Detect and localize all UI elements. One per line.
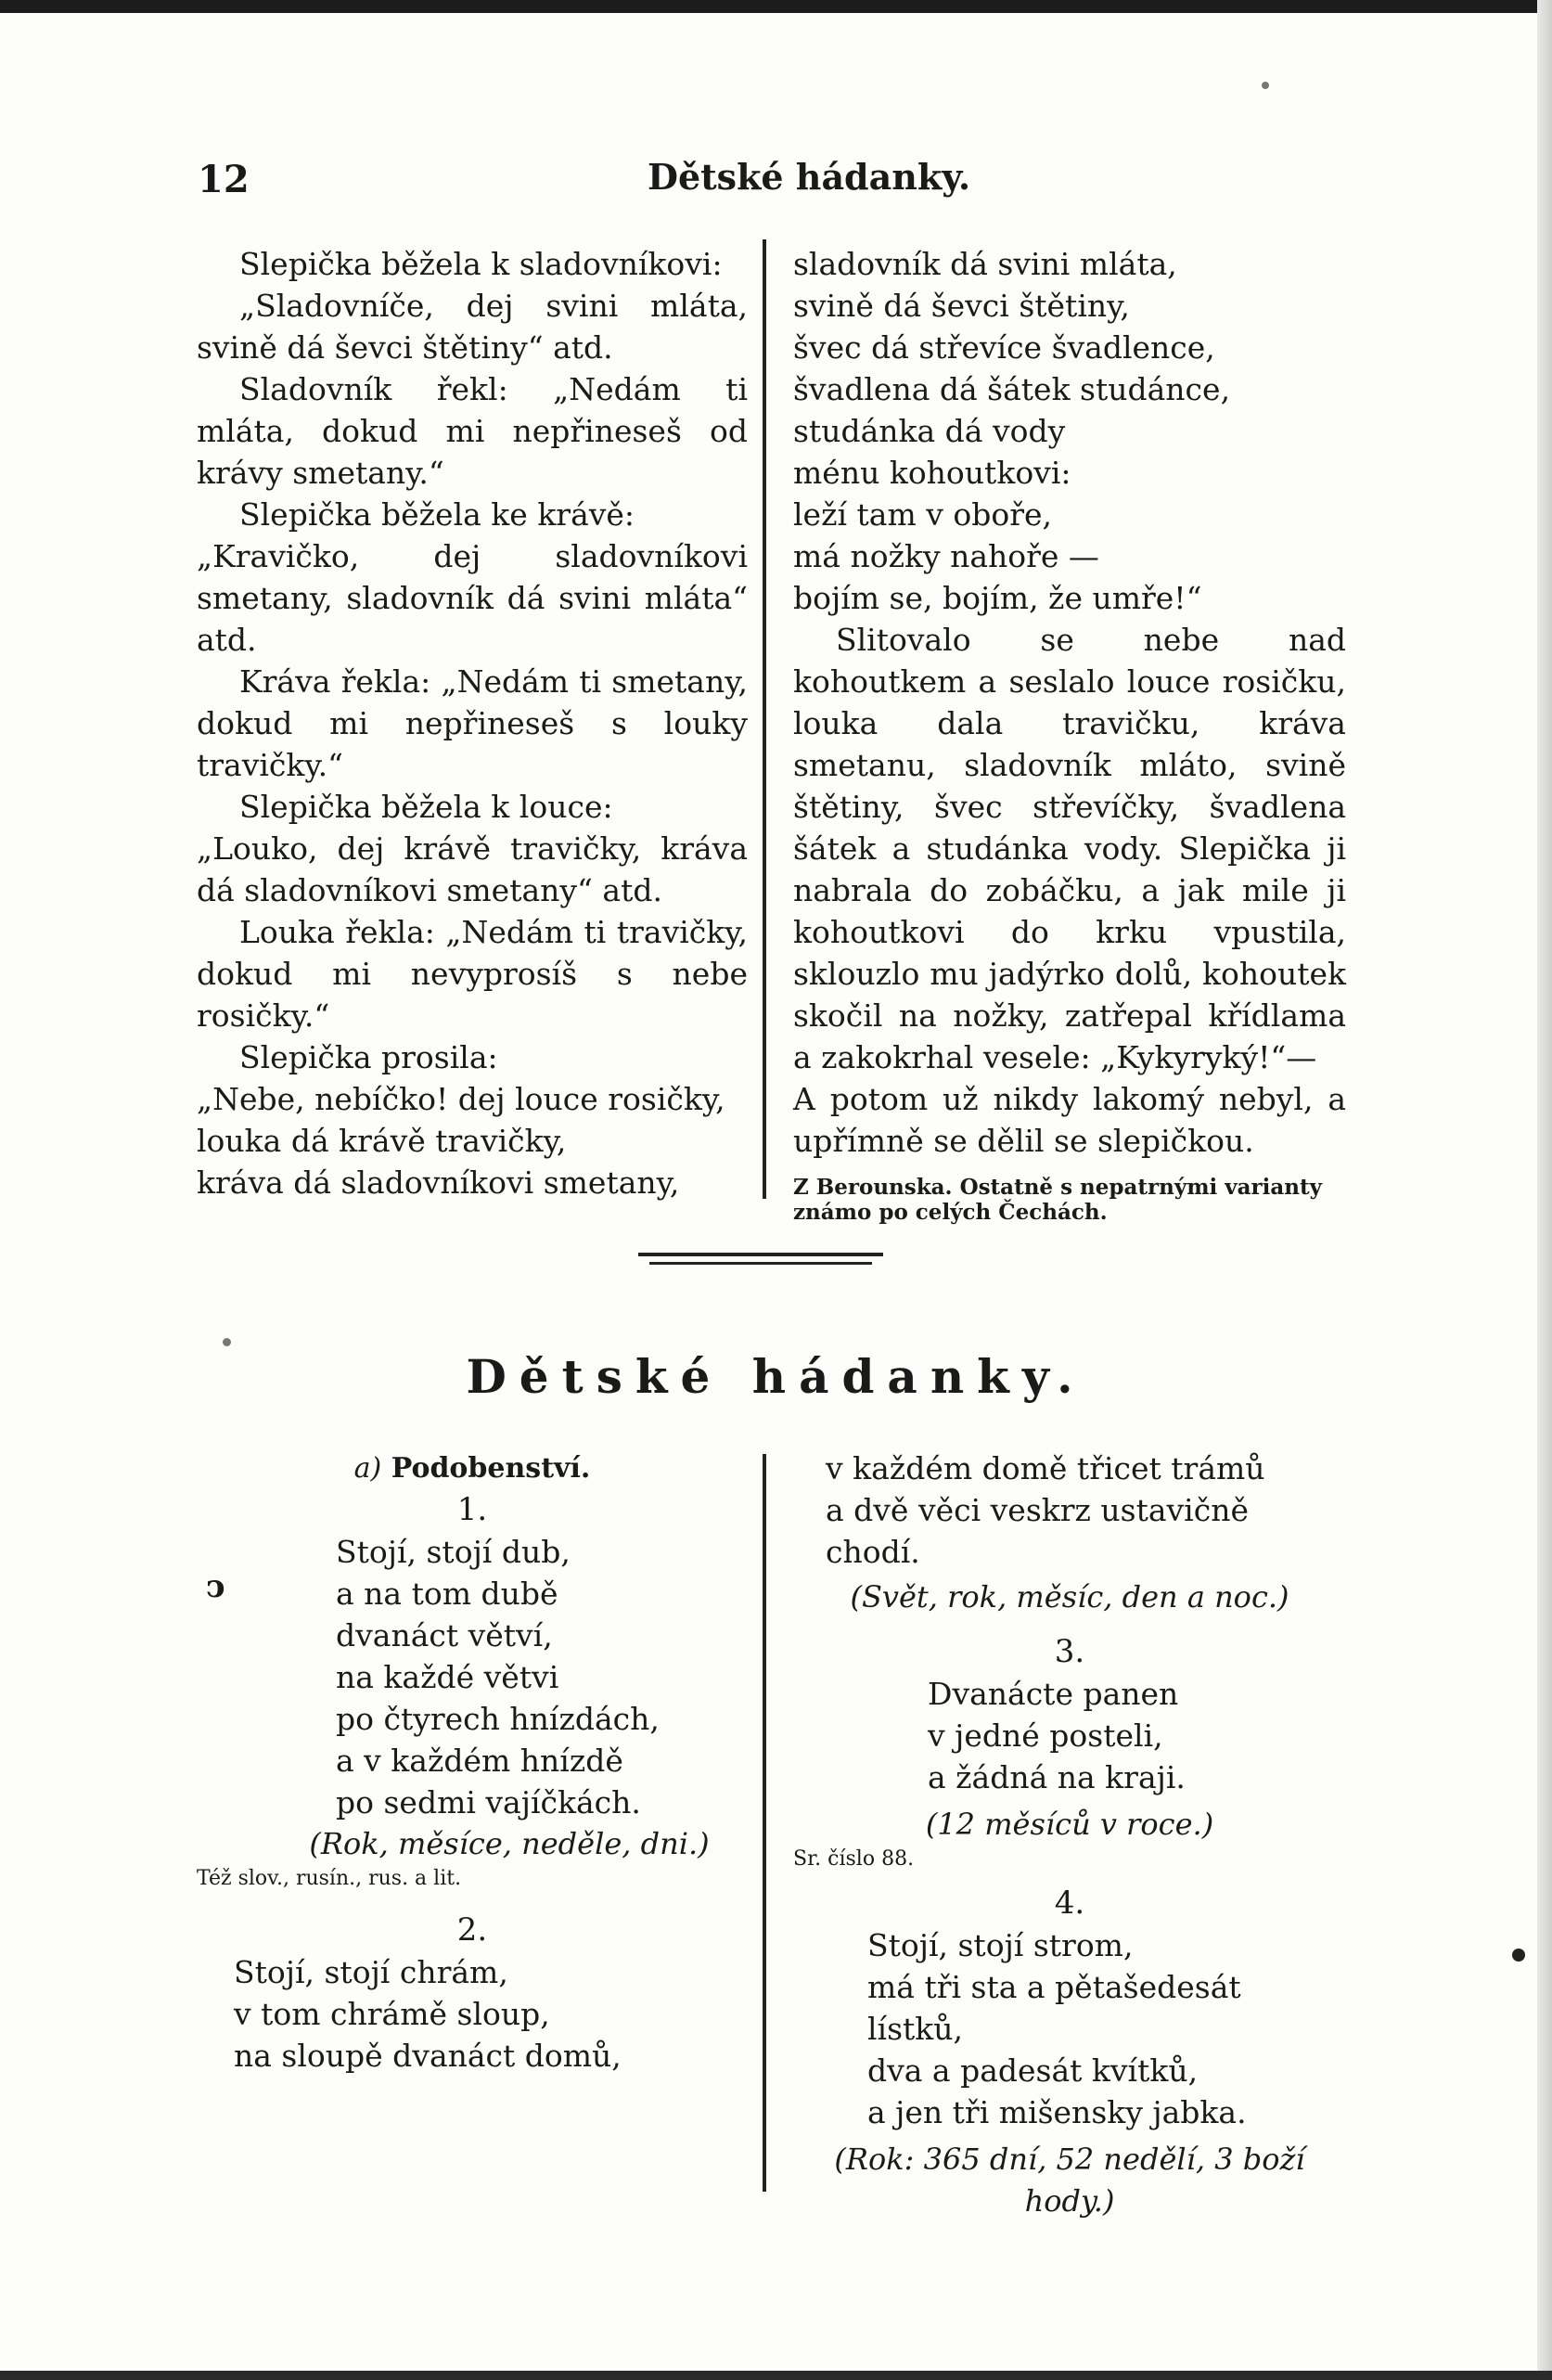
scan-speck [1512,1949,1525,1962]
riddle-line: po čtyrech hnízdách, [336,1701,660,1737]
riddle-line: dva a padesát kvítků, [867,2052,1199,2089]
story-line: louka dá krávě travičky, [197,1123,567,1159]
subheading [197,1447,748,1489]
page-number: 12 [198,158,250,201]
riddle-line: má tři sta a pětašedesát lístků, [867,1969,1241,2047]
scan-speck [223,1338,231,1346]
riddle-number: 2. [456,1911,488,1949]
riddle-2-continued [826,1447,1346,1573]
story-line: „Sladovníče, dej svini mláta, svině dá ševci štětiny“ atd. [197,288,748,366]
verse-line: leží tam v oboře, [793,496,1053,533]
riddle-line: a jen tři mišensky jabka. [867,2094,1247,2130]
riddle-2 [234,1951,748,2077]
story-paragraph: A potom už nikdy lakomý nebyl, a upřímně se dělil se slepičkou. [793,1081,1346,1159]
riddle-line: v tom chrámě sloup, [234,1996,550,2032]
section-separator [638,1253,883,1256]
riddle-number: 1. [456,1491,488,1528]
story-line: Kráva řekla: „Nedám ti smetany, dokud mi nepřineseš s louky travičky.“ [197,663,748,783]
riddle-line: Stojí, stojí chrám, [234,1954,508,1990]
riddle-number: 3. [1054,1633,1085,1670]
riddle-line: v jedné posteli, [928,1717,1163,1754]
riddle-line: a dvě věci veskrz ustavičně chodí. [826,1492,1249,1570]
riddle-line: v každém domě třicet trámů [826,1450,1265,1486]
section-separator [649,1262,872,1265]
running-title: Dětské hádanky. [648,156,971,198]
scan-edge-right [1537,0,1552,2380]
verse-line: svině dá ševci štětiny, [793,288,1130,324]
story-paragraph: Slitovalo se nebe nad kohoutkem a seslalo louce rosičku, louka dala travičku, kráva smetanu, sladovník mláto, svině štětiny, švec střevíčky, švadlena šátek a studánka vody. Slepička ji nabrala do zobáčku, a jak mile ji kohoutkovi do krku vpustila, sklouzlo mu jadýrko dolů, kohoutek skočil na nožky, zatřepal křídlama a zakokrhal vesele: „Kykyryký!“— [793,622,1346,1075]
scan-edge-top [0,0,1552,13]
subheading-text: Podobenství. [391,1452,591,1485]
column-divider [763,1454,766,2192]
section-title: Dětské hádanky. [466,1349,1086,1404]
story-line: Louka řekla: „Nedám ti travičky, dokud mi nevyprosíš s nebe rosičky.“ [197,914,748,1034]
story-line: „Louko, dej krávě travičky, kráva dá sladovníkovi smetany“ atd. [197,830,748,908]
riddle-answer: (Rok, měsíce, neděle, dni.) [309,1826,710,1861]
verse-line: bojím se, bojím, že umře!“ [793,580,1202,616]
riddle-3 [928,1673,1346,1798]
riddle-reference: Sr. číslo 88. [793,1847,915,1871]
riddle-line: dvanáct větví, [336,1617,553,1653]
riddle-number: 4. [1054,1885,1085,1922]
story-left-column [197,243,748,1203]
verse-line: studánka dá vody [793,413,1066,449]
riddle-line: a v každém hnízdě [336,1743,623,1779]
riddle-reference: Též slov., rusín., rus. a lit. [197,1867,462,1890]
riddle-answer: (12 měsíců v roce.) [925,1807,1214,1842]
scan-speck [1262,82,1269,89]
story-line: Slepička běžela k sladovníkovi: [239,246,723,282]
riddle-line: a na tom dubě [336,1576,558,1612]
riddle-4 [867,1924,1346,2133]
story-line: Sladovník řekl: „Nedám ti mláta, dokud mi nepřineseš od krávy smetany.“ [197,371,748,491]
riddle-1 [336,1531,748,1823]
riddle-line: po sedmi vajíčkách. [336,1784,641,1820]
riddle-line: Stojí, stojí strom, [867,1927,1134,1963]
story-line: „Nebe, nebíčko! dej louce rosičky, [197,1081,725,1117]
verse-line: švec dá střevíce švadlence, [793,329,1215,366]
verse-line: ménu kohoutkovi: [793,455,1071,491]
subheading-letter: a) [353,1452,382,1485]
riddles-right-column [793,1447,1346,2222]
riddle-line: na sloupě dvanáct domů, [234,2038,622,2074]
story-line: Slepička běžela ke krávě: [239,496,635,533]
source-note: Z Berounska. Ostatně s nepatrnými varianty známo po celých Čechách. [793,1175,1323,1225]
margin-mark: ↄ [206,1568,225,1605]
riddle-answer: (Rok: 365 dní, 52 nedělí, 3 boží hody.) [834,2142,1305,2219]
riddles-left-column [197,1447,748,2077]
riddle-line: Dvanácte panen [928,1676,1179,1712]
column-divider [763,239,766,1199]
story-line: Slepička prosila: [239,1039,498,1075]
story-line: kráva dá sladovníkovi smetany, [197,1164,680,1201]
riddle-line: Stojí, stojí dub, [336,1534,571,1570]
scan-edge-bottom [0,2371,1552,2380]
riddle-line: na každé větvi [336,1659,559,1695]
verse-line: sladovník dá svini mláta, [793,246,1177,282]
verse-line: má nožky nahoře — [793,538,1099,574]
riddle-line: a žádná na kraji. [928,1759,1186,1795]
story-line: „Kravičko, dej sladovníkovi smetany, sladovník dá svini mláta“ atd. [197,538,748,658]
story-line: Slepička běžela k louce: [239,789,613,825]
verse-line: švadlena dá šátek studánce, [793,371,1231,407]
story-right-column [793,243,1346,1225]
riddle-answer: (Svět, rok, měsíc, den a noc.) [850,1579,1289,1615]
